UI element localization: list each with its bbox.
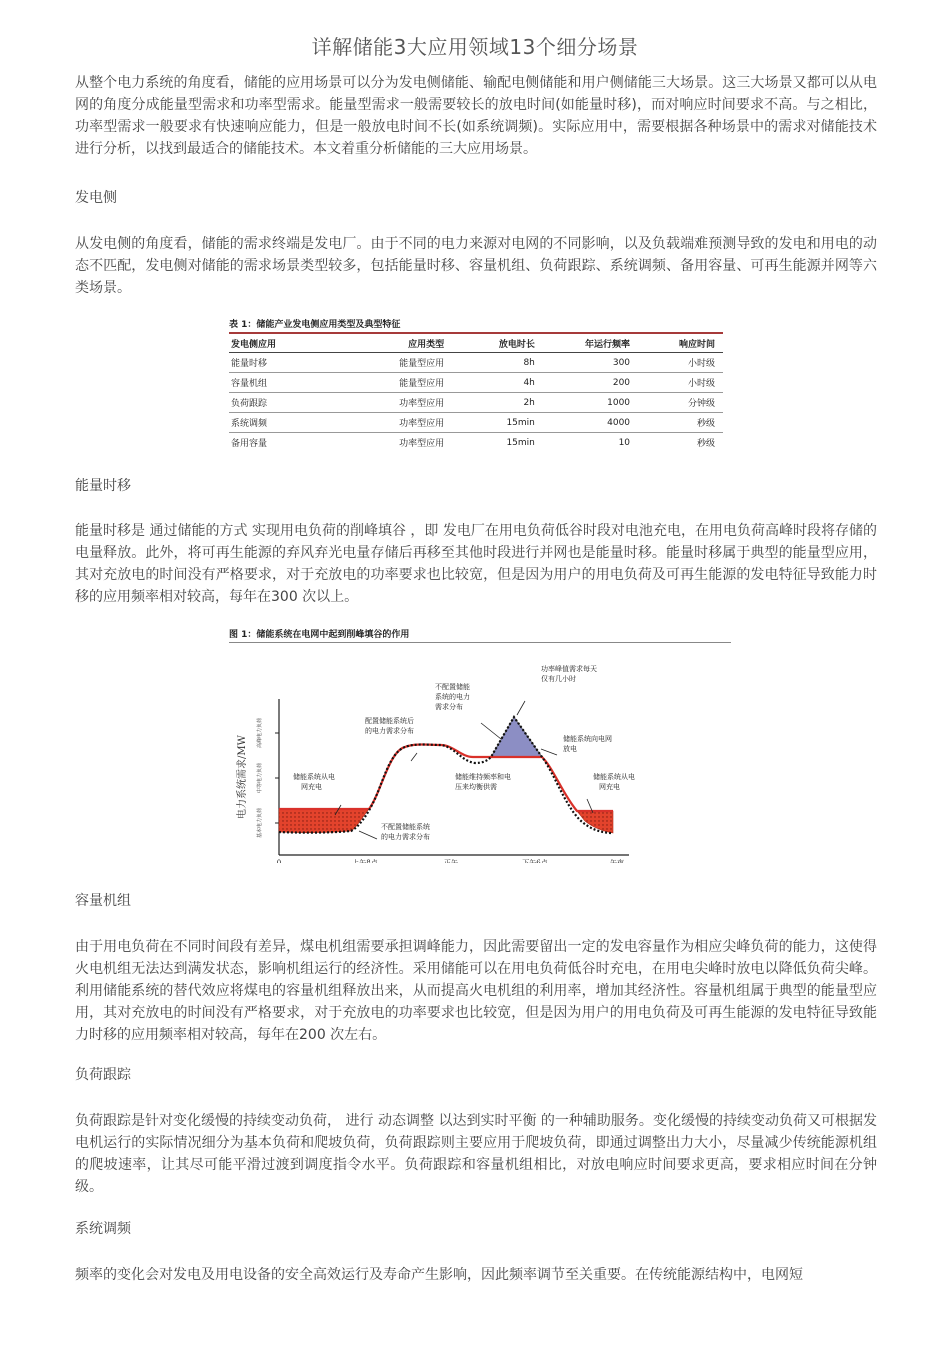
annotation-line: 系统的电力 (435, 693, 470, 701)
heading-frequency-regulation: 系统调频 (75, 1221, 131, 1237)
x-tick-label: 上午8点 (352, 859, 378, 863)
energy-shift-paragraph: 能量时移是 通过储能的方式 实现用电负荷的削峰填谷 ，即 发电厂在用电负荷低谷时段对电池充电，在用电负荷高峰时段将存储的电量释放。此外，将可再生能源的弃风弃光电量存储后再移至其他时段进行并网也是能量时移。能量时移属于典型的能量型应用，其对充放电的时间没有严格要求，对于充放电的功率要求也比较宽，但是因为用户的用电负荷及可再生能源的发电特征导致能力时移的应用频率相对较高，每年在300 次以上。 (75, 523, 877, 605)
table-row (229, 393, 723, 413)
annotation-discharge (563, 734, 614, 753)
spec-table (229, 334, 723, 452)
table-header-cell: 年运行频率 (537, 334, 632, 353)
annotation-line: 不配置储能系统 (381, 823, 430, 831)
annotation-line: 储能维持频率和电 (455, 773, 511, 781)
load-following-paragraph: 负荷跟踪是针对变化缓慢的持续变动负荷， 进行 动态调整 以达到实时平衡 的一种辅助服务。变化缓慢的持续变动负荷又可根据发电机运行的实际情况细分为基本负荷和爬坡负荷，负荷跟踪则主要应用于爬坡负荷，即通过调整出力大小，尽量减少传统能源机组的爬坡速率，让其尽可能平滑过渡到调度指令水平。负荷跟踪和容量机组相比，对放电响应时间要求更高，要求相应时间在分钟级。 (75, 1113, 877, 1195)
annotation-line: 放电 (563, 745, 577, 753)
table-row (229, 353, 723, 373)
table-cell: 功率型应用 (399, 439, 445, 449)
heading-energy-shift: 能量时移 (75, 478, 131, 494)
y-axis-label: 电力系统需求/MW (237, 735, 248, 819)
table-cell: 系统调频 (229, 413, 357, 433)
table-row (229, 373, 723, 393)
annotation-charge-left (293, 772, 337, 791)
heading-capacity-unit: 容量机组 (75, 893, 131, 909)
peak-shaving-diagram (229, 643, 731, 863)
annotation-line: 网充电 (599, 783, 620, 791)
table-header-cell: 放电时长 (446, 334, 537, 353)
annotation-line: 储能系统从电 (293, 773, 335, 781)
y-level-label: 高峰电力负荷 (257, 717, 263, 749)
figure-1-caption: 图 1：储能系统在电网中起到削峰填谷的作用 (229, 630, 410, 640)
annotation-line: 功率峰值需求每天 (541, 665, 597, 673)
arrow (481, 723, 501, 739)
table-cell: 1000 (537, 393, 632, 413)
annotation-charge-right (593, 772, 637, 791)
annotation-line: 网充电 (301, 783, 322, 791)
arrow (411, 753, 417, 761)
annotation-with-storage (365, 716, 416, 735)
page-title: 详解储能3大应用领域13个细分场景 (311, 35, 639, 59)
annotation-no-storage-bottom (381, 822, 432, 841)
table-row (229, 433, 723, 453)
table-cell: 4h (446, 373, 537, 393)
table-cell: 分钟级 (632, 393, 723, 413)
table-cell: 小时级 (632, 353, 723, 373)
table-cell: 能量型应用 (357, 373, 447, 393)
table-cell: 秒级 (632, 413, 723, 433)
capacity-unit-paragraph: 由于用电负荷在不同时间段有差异，煤电机组需要承担调峰能力，因此需要留出一定的发电容量作为相应尖峰负荷的能力，这使得火电机组无法达到满发状态，影响机组运行的经济性。采用储能可以在用电负荷低谷时充电，在用电尖峰时放电以降低负荷尖峰。利用储能系统的替代效应将煤电的容量机组释放出来，从而提高火电机组的利用率，增加其经济性。容量机组属于典型的能量型应用，其对充放电的时间没有严格要求，对于充放电的功率要求也比较宽，但是因为用户的用电负荷及可再生能源的发电特征导致能力时移的应用频率相对较高，每年在200 次左右。 (75, 939, 877, 1043)
table-cell: 容量机组 (229, 373, 357, 393)
x-tick-label: 下午6点 (522, 859, 548, 863)
annotation-line: 压来均衡供需 (455, 783, 497, 791)
table-cell: 备用容量 (231, 439, 268, 449)
table-1-caption: 表 1：储能产业发电侧应用类型及典型特征 (229, 320, 401, 330)
table-cell: 4000 (537, 413, 632, 433)
heading-load-following: 负荷跟踪 (75, 1067, 131, 1083)
table-header-cell: 发电侧应用 (229, 334, 357, 353)
table-cell: 8h (446, 353, 537, 373)
annotation-maintain (455, 772, 513, 791)
table-cell: 能量时移 (229, 353, 357, 373)
figure-1 (229, 628, 731, 864)
annotation-line: 需求分布 (435, 703, 463, 711)
annotation-line: 储能系统从电 (593, 773, 635, 781)
annotation-line: 配置储能系统后 (365, 717, 414, 725)
arrow (517, 701, 525, 715)
annotation-no-storage-top (435, 682, 472, 711)
annotation-line: 仅有几小时 (541, 675, 576, 683)
arrow (359, 831, 377, 839)
heading-generation: 发电侧 (75, 190, 117, 206)
table-1 (229, 318, 723, 452)
table-cell: 10 (618, 437, 631, 448)
table-cell: 小时级 (632, 373, 723, 393)
intro-paragraph: 从整个电力系统的角度看，储能的应用场景可以分为发电侧储能、输配电侧储能和用户侧储能三大场景。这三大场景又都可以从电网的角度分成能量型需求和功率型需求。能量型需求一般需要较长的放电时间(如能量时移)，而对响应时间要求不高。与之相比，功率型需求一般要求有快速响应能力，但是一般放电时间不长(如系统调频)。实际应用中，需要根据各种场景中的需求对储能技术进行分析，以找到最适合的储能技术。本文着重分析储能的三大应用场景。 (75, 75, 877, 157)
table-header-cell: 响应时间 (632, 334, 723, 353)
x-tick-label: 午夜 (610, 859, 624, 863)
annotation-line: 的电力需求分布 (365, 727, 414, 735)
annotation-line: 不配置储能 (435, 683, 470, 691)
table-cell: 秒级 (696, 439, 715, 449)
table-cell: 15min (506, 437, 535, 448)
table-cell: 能量型应用 (357, 353, 447, 373)
table-cell: 功率型应用 (357, 413, 447, 433)
table-header-cell: 应用类型 (357, 334, 447, 353)
y-level-label: 基本电力负荷 (257, 807, 263, 839)
annotation-peak-note (541, 664, 599, 683)
y-level-label: 中等电力负荷 (257, 762, 263, 794)
x-tick-label: 正午 (444, 859, 458, 863)
table-row (229, 413, 723, 433)
frequency-regulation-paragraph: 频率的变化会对发电及用电设备的安全高效运行及寿命产生影响，因此频率调节至关重要。在传统能源结构中，电网短 (75, 1267, 803, 1283)
annotation-line: 的电力需求分布 (381, 833, 430, 841)
x-tick-label: 0 (276, 859, 282, 863)
table-cell: 300 (537, 353, 632, 373)
table-cell: 200 (537, 373, 632, 393)
table-cell: 功率型应用 (357, 393, 447, 413)
table-cell: 负荷跟踪 (229, 393, 357, 413)
table-header-row (229, 334, 723, 353)
table-cell: 2h (446, 393, 537, 413)
table-cell: 15min (446, 413, 537, 433)
generation-paragraph: 从发电侧的角度看，储能的需求终端是发电厂。由于不同的电力来源对电网的不同影响，以及负载端难预测导致的发电和用电的动态不匹配，发电侧对储能的需求场景类型较多，包括能量时移、容量机组、负荷跟踪、系统调频、备用容量、可再生能源并网等六类场景。 (75, 236, 877, 296)
annotation-line: 储能系统向电网 (563, 735, 612, 743)
arrow (541, 749, 557, 755)
